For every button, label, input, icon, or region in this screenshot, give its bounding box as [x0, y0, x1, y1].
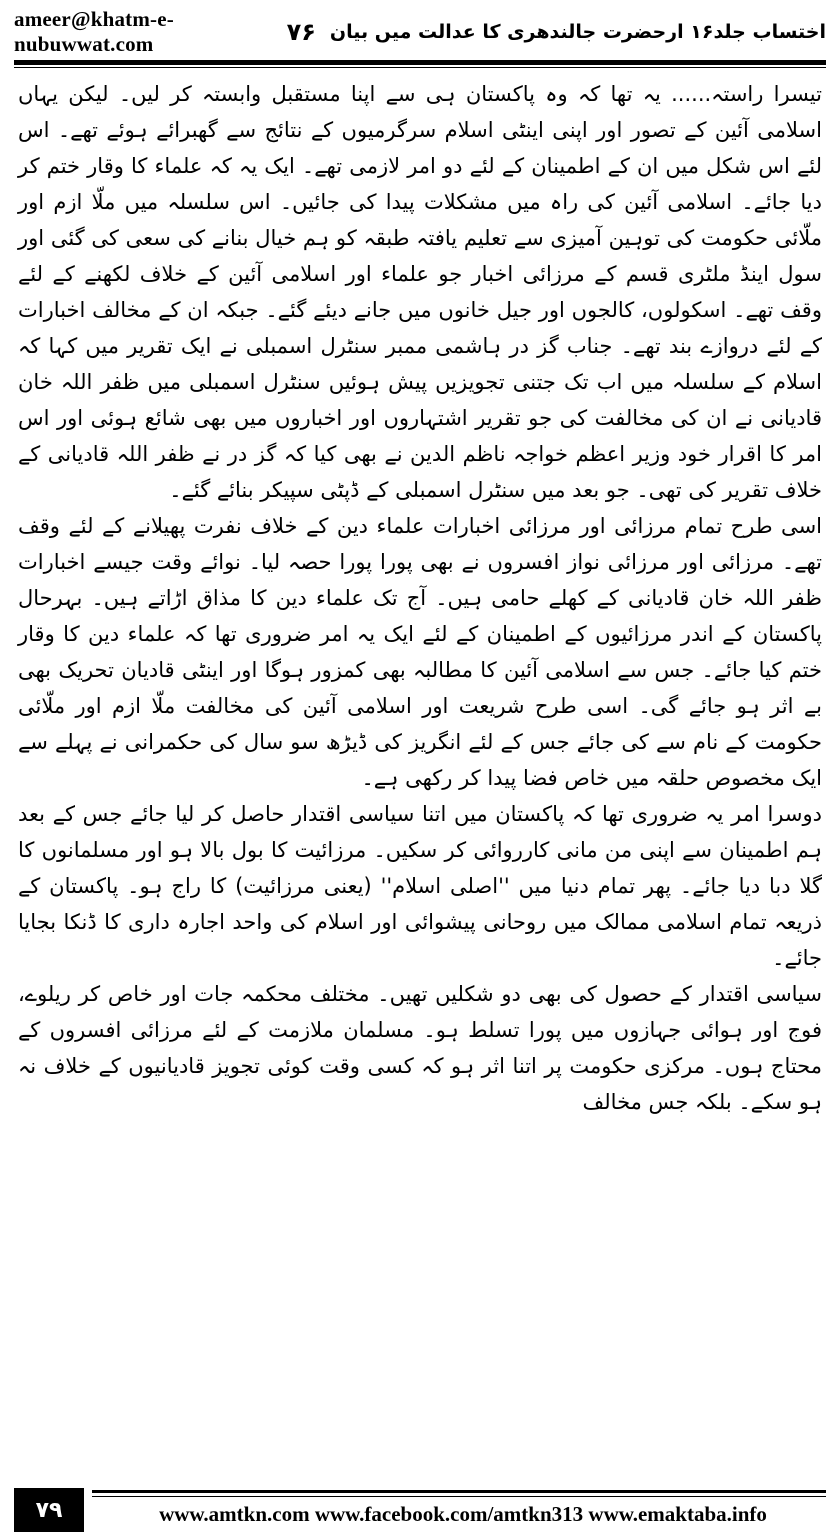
header-page-number: ۷۶ [286, 18, 316, 46]
paragraph-2: اسی طرح تمام مرزائی اور مرزائی اخبارات علماء دین کے خلاف نفرت پھیلانے کے لئے وقف تھے۔ مرزائی اور مرزائی نواز افسروں نے بھی پورا پورا حصہ لیا۔ نوائے وقت جیسے اخبارات ظفر اللہ خان قادیانی کے کھلے حامی ہیں۔ آج تک علماء دین کا مذاق اڑاتے ہیں۔ بہرحال پاکستان کے اندر مرزائیوں کے اطمینان کے لئے ایک یہ امر ضروری تھا کہ علماء دین کا وقار ختم کیا جائے۔ جس سے اسلامی آئین کا مطالبہ بھی کمزور ہوگا اور اینٹی قادیان تحریک بھی بے اثر ہو جائے گی۔ اسی طرح شریعت اور اسلامی آئین کی مخالفت ملّا ازم اور ملّائی حکومت کے نام سے کی جائے جس کے لئے انگریز کی ڈیڑھ سو سال کی حکمرانی نے پہلے سے ایک مخصوص حلقہ میں خاص فضا پیدا کر رکھی ہے۔ [18, 514, 822, 790]
header-rule-thick [14, 60, 826, 65]
body-text [18, 76, 822, 1120]
paragraph-3: دوسرا امر یہ ضروری تھا کہ پاکستان میں اتنا سیاسی اقتدار حاصل کر لیا جائے جس کے بعد ہم اطمینان سے اپنی من مانی کارروائی کر سکیں۔ مرزائیت کا بول بالا ہو اور مسلمانوں کا گلا دبا دیا جائے۔ پھر تمام دنیا میں ''اصلی اسلام'' (یعنی مرزائیت) کا راج ہو۔ پاکستان کے ذریعہ تمام اسلامی ممالک میں روحانی پیشوائی اور اسلام کی واحد اجارہ داری کا ڈنکا بجایا جائے۔ [18, 802, 822, 970]
footer-page-number: ۷۹ [14, 1488, 84, 1532]
page-footer [14, 1488, 826, 1532]
book-title: اختساب جلد۱۶ ارحضرت جالندھری کا عدالت میں بیان [329, 21, 826, 43]
footer-links-area [84, 1488, 826, 1532]
footer-rule-thick [92, 1490, 826, 1493]
paragraph-1: تیسرا راستہ...... یہ تھا کہ وہ پاکستان ہی سے اپنا مستقبل وابستہ کر لیں۔ لیکن یہاں اسلامی آئین کے تصور اور اپنی اینٹی اسلام سرگرمیوں کے نتائج سے گھبرائے ہوئے تھے۔ اس لئے اس شکل میں ان کے اطمینان کے لئے دو امر لازمی تھے۔ ایک یہ کہ علماء کا وقار ختم کر دیا جائے۔ اسلامی آئین کی راہ میں مشکلات پیدا کی جائیں۔ اس سلسلہ میں ملّا ازم اور ملّائی حکومت کی توہین آمیزی سے تعلیم یافتہ طبقہ کو ہم خیال بنانے کی سعی کی گئی اور سول اینڈ ملٹری قسم کے مرزائی اخبار جو علماء اور اسلامی آئین کے خلاف لکھنے کے لئے وقف تھے۔ اسکولوں، کالجوں اور جیل خانوں میں جانے دیئے گئے۔ جبکہ ان کے مخالف اخبارات کے لئے دروازے بند تھے۔ جناب گز در ہاشمی ممبر سنٹرل اسمبلی نے ایک تقریر میں کہا کہ اسلام کے سلسلہ میں اب تک جتنی تجویزیں پیش ہوئیں سنٹرل اسمبلی میں ظفر اللہ خان قادیانی نے ان کی مخالفت کی جو تقریر اشتہاروں اور اخباروں میں بھی شائع ہوئی اور اس امر کا اقرار خود وزیر اعظم خواجہ ناظم الدین نے بھی کیا کہ گز در نے ظفر اللہ قادیانی کے خلاف تقریر کی تھی۔ جو بعد میں سنٹرل اسمبلی کے ڈپٹی سپیکر بنائے گئے۔ [18, 82, 822, 502]
page-header [14, 7, 826, 56]
footer-rule-thin [92, 1496, 826, 1497]
header-email: ameer@khatm-e-nubuwwat.com [14, 7, 174, 56]
header-title-group [287, 18, 826, 46]
paragraph-4: سیاسی اقتدار کے حصول کی بھی دو شکلیں تھیں۔ مختلف محکمہ جات اور خاص کر ریلوے، فوج اور ہوائی جہازوں میں پورا تسلط ہو۔ مسلمان ملازمت کے لئے مرزائی افسروں کے محتاج ہوں۔ مرکزی حکومت پر اتنا اثر ہو کہ کسی وقت کوئی تجویز قادیانیوں کے خلاف نہ ہو سکے۔ بلکہ جس مخالف [18, 982, 822, 1114]
header-rule-thin [14, 67, 826, 68]
footer-links[interactable]: www.amtkn.com www.facebook.com/amtkn313 www.emaktaba.info [159, 1502, 767, 1526]
